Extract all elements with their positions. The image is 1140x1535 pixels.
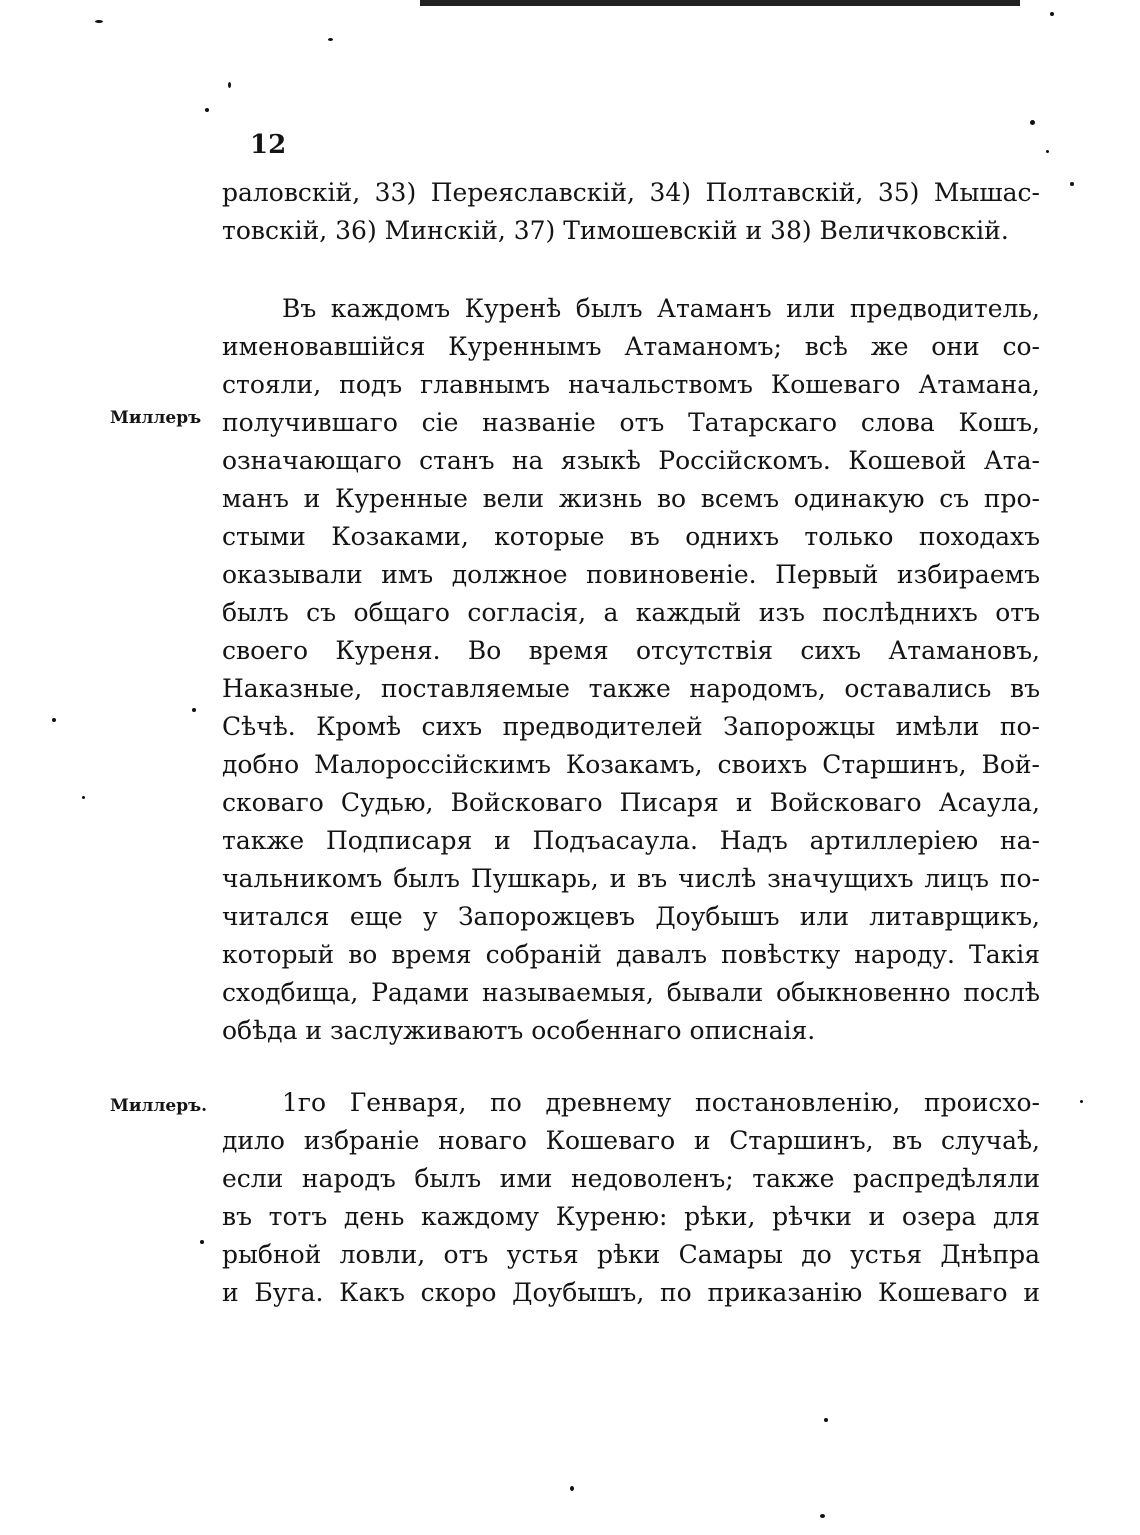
paragraph-line: своего Куреня. Во время отсутствія сихъ Атамановъ, (222, 636, 1040, 665)
paragraph-line: дило избраніе новаго Кошеваго и Старшинъ, въ случаѣ, (222, 1126, 1040, 1155)
scan-speck (95, 20, 103, 23)
scan-speck (1050, 12, 1054, 16)
margin-note: Миллеръ. (110, 1096, 208, 1116)
scan-speck (228, 82, 231, 88)
scan-speck (1030, 120, 1035, 125)
scan-speck (52, 718, 56, 722)
intro-line: раловскій, 33) Переяславскій, 34) Полтавскій, 35) Мышас- (222, 178, 1040, 207)
scan-speck (192, 708, 196, 712)
paragraph-line: читался еще у Запорожцевъ Доубышъ или литаврщикъ, (222, 902, 1040, 931)
paragraph-line: оказывали имъ должное повиновеніе. Первый избираемъ (222, 560, 1040, 589)
paragraph-line: стыми Козаками, которые въ однихъ только походахъ (222, 522, 1040, 551)
paragraph-line: получившаго сіе названіе отъ Татарскаго слова Кошъ, (222, 408, 1040, 437)
paragraph-line: обѣда и заслуживаютъ особеннаго описнаія. (222, 1016, 816, 1045)
paragraph-line: Въ каждомъ Куренѣ былъ Атаманъ или предводитель, (282, 294, 1040, 323)
paragraph-line: стояли, подъ главнымъ начальствомъ Кошеваго Атамана, (222, 370, 1040, 399)
paragraph-line: который во время собраній давалъ повѣстку народу. Такія (222, 940, 1040, 969)
paragraph-line: именовавшійся Куреннымъ Атаманомъ; всѣ же они со- (222, 332, 1040, 361)
paragraph-line: если народъ былъ ими недоволенъ; также распредѣляли (222, 1164, 1040, 1193)
top-edge-rule (420, 0, 1020, 6)
paragraph-line: въ тотъ день каждому Куреню: рѣки, рѣчки и озера для (222, 1202, 1040, 1231)
paragraph-line: Сѣчѣ. Кромѣ сихъ предводителей Запорожцы имѣли по- (222, 712, 1040, 741)
paragraph-line: 1го Генваря, по древнему постановленію, происхо- (282, 1088, 1040, 1117)
margin-note: Миллеръ (110, 408, 202, 428)
scan-speck (82, 796, 85, 799)
paragraph-line: былъ съ общаго согласія, а каждый изъ послѣднихъ отъ (222, 598, 1040, 627)
paragraph-line: сходбища, Радами называемыя, бывали обыкновенно послѣ (222, 978, 1040, 1007)
scan-speck (824, 1418, 828, 1422)
scan-speck (1080, 1100, 1083, 1103)
paragraph-line: означающаго станъ на языкѣ Россійскомъ. Кошевой Ата- (222, 446, 1040, 475)
paragraph-line: рыбной ловли, отъ устья рѣки Самары до устья Днѣпра (222, 1240, 1040, 1269)
paragraph-line: манъ и Куренные вели жизнь во всемъ одинакую съ про- (222, 484, 1040, 513)
scan-speck (1070, 182, 1074, 186)
scan-speck (570, 1486, 574, 1491)
paragraph-line: Наказные, поставляемые также народомъ, оставались въ (222, 674, 1040, 703)
scan-speck (205, 108, 209, 112)
paragraph-line: также Подписаря и Подъасаула. Надъ артиллеріею на- (222, 826, 1040, 855)
paragraph-line: и Буга. Какъ скоро Доубышъ, по приказанію Кошеваго и (222, 1278, 1040, 1307)
scan-speck (328, 38, 333, 41)
scan-speck (1046, 150, 1049, 153)
paragraph-line: сковаго Судью, Войсковаго Писаря и Войсковаго Асаула, (222, 788, 1040, 817)
scan-speck (820, 1514, 825, 1518)
paragraph-line: добно Малороссійскимъ Козакамъ, своихъ Старшинъ, Вой- (222, 750, 1040, 779)
paragraph-line: чальникомъ былъ Пушкарь, и въ числѣ значущихъ лицъ по- (222, 864, 1040, 893)
scan-speck (200, 1240, 204, 1244)
intro-line: товскій, 36) Минскій, 37) Тимошевскій и 38) Величковскій. (222, 216, 1009, 245)
page-number: 12 (250, 130, 287, 160)
